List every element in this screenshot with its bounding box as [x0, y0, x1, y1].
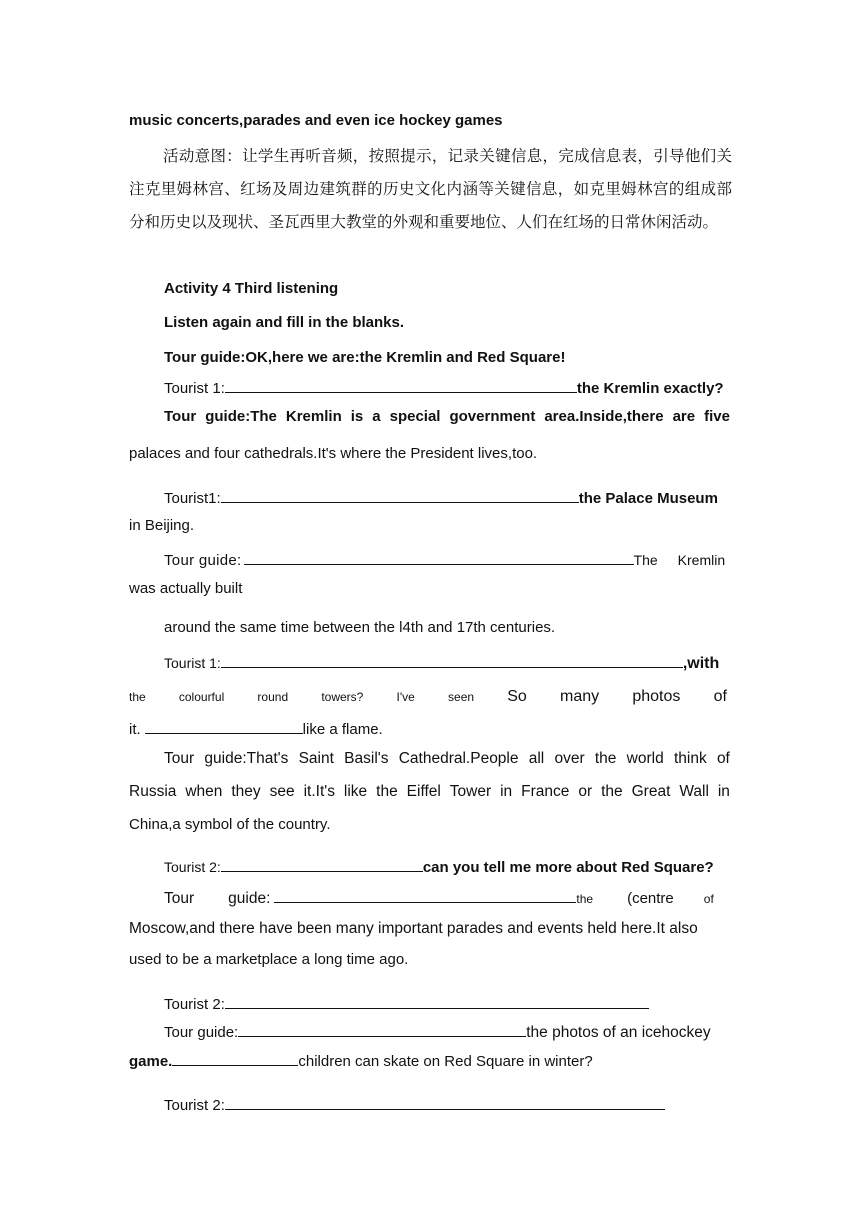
activity-title: Activity 4 Third listening: [164, 280, 339, 297]
dialogue-line-16: Tourist 2: can you tell me more about Red Square?: [164, 859, 714, 876]
dialogue-line-14: Russia when they see it.It's like the Eiffel Tower in France or the Great Wall in: [129, 783, 730, 800]
dialogue-line-11: the colourful round towers? I've seen So many photos of: [129, 688, 727, 705]
dialogue-line-23: Tourist 2:: [164, 1095, 665, 1114]
answer-blank[interactable]: [225, 378, 577, 393]
dialogue-line-15: China,a symbol of the country.: [129, 816, 331, 833]
dialogue-line-8: was actually built: [129, 580, 243, 597]
answer-blank[interactable]: [274, 888, 576, 903]
answer-blank[interactable]: [244, 550, 634, 565]
answer-blank[interactable]: [145, 719, 303, 734]
paragraph-fragment: music concerts,parades and even ice hockey games: [129, 112, 503, 129]
dialogue-line-22: game. children can skate on Red Square in winter?: [129, 1053, 593, 1070]
dialogue-line-9: around the same time between the l4th and 17th centuries.: [164, 619, 556, 636]
answer-blank[interactable]: [221, 857, 423, 872]
answer-blank[interactable]: [225, 994, 649, 1009]
answer-blank[interactable]: [172, 1051, 298, 1066]
dialogue-line-21: Tour guide: the photos of an icehockey: [164, 1024, 711, 1041]
dialogue-line-7: Tour guide: The Kremlin: [164, 552, 726, 569]
activity-intent-paragraph: 活动意图：让学生再听音频，按照提示，记录关键信息，完成信息表，引导他们关注克里姆林宫、红场及周边建筑群的历史文化内涵等关键信息，如克里姆林宫的组成部分和历史以及现状、圣瓦西里大教堂的外观和重要地位、人们在红场的日常休闲活动。: [129, 147, 732, 231]
dialogue-line-5: Tourist1: the Palace Museum: [164, 490, 718, 507]
dialogue-line-19: used to be a marketplace a long time ago.: [129, 951, 409, 968]
answer-blank[interactable]: [221, 488, 579, 503]
instruction: Listen again and fill in the blanks.: [164, 314, 405, 331]
dialogue-line-6: in Beijing.: [129, 517, 195, 534]
dialogue-line-12: it. like a flame.: [129, 721, 383, 738]
answer-blank[interactable]: [238, 1022, 526, 1037]
dialogue-line-2: Tourist 1: the Kremlin exactly?: [164, 380, 724, 397]
dialogue-line-3: Tour guide:The Kremlin is a special government area.Inside,there are five: [164, 408, 730, 425]
dialogue-line-1: Tour guide:OK,here we are:the Kremlin and Red Square!: [164, 349, 566, 366]
dialogue-line-18: Moscow,and there have been many important parades and events held here.It also: [129, 920, 698, 937]
dialogue-line-10: Tourist 1: ,with: [164, 655, 720, 672]
dialogue-line-17: Tour guide: the (centre of: [164, 890, 714, 907]
dialogue-line-13: Tour guide:That's Saint Basil's Cathedral.People all over the world think of: [164, 750, 730, 767]
answer-blank[interactable]: [221, 653, 683, 668]
dialogue-line-4: palaces and four cathedrals.It's where the President lives,too.: [129, 445, 538, 462]
answer-blank[interactable]: [225, 1095, 665, 1110]
dialogue-line-20: Tourist 2:: [164, 994, 649, 1013]
